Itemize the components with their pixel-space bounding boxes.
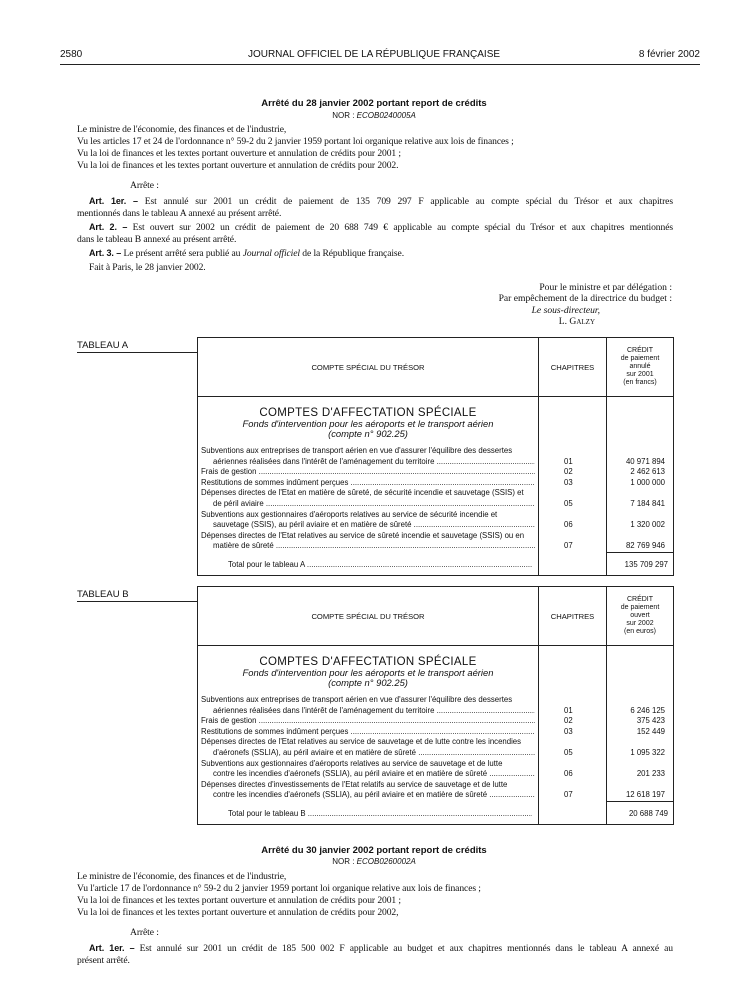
header-credit-lines	[621, 347, 660, 387]
credit-value: 6 246 125	[630, 705, 665, 715]
table-row	[201, 780, 671, 801]
article-label: Art. 1er. –	[89, 943, 135, 953]
visa: Le ministre de l'économie, des finances et de l'industrie,	[77, 124, 287, 135]
row-label-line: aériennes réalisées dans l'intérêt de l'aménagement du territoire .....	[201, 457, 535, 468]
credit-value: 152 449	[636, 726, 665, 736]
row-chapitre	[535, 716, 603, 727]
arrete1-title: Arrêté du 28 janvier 2002 portant report de crédits	[261, 98, 487, 109]
signature-line: Le sous-directeur,	[531, 305, 600, 316]
total-value: 20 688 749	[628, 809, 668, 818]
header-credit-line: CRÉDIT	[626, 596, 654, 603]
row-label-line: d'aéronefs (SSLIA), au péril aviaire et en matière de sûreté .....	[201, 748, 535, 759]
row-credit	[603, 695, 665, 716]
credit-value: 2 462 613	[630, 467, 665, 477]
section-heading	[198, 656, 538, 688]
row-chapitre	[535, 446, 603, 467]
row-credit	[603, 780, 665, 801]
tableau-a-label: TABLEAU A	[77, 340, 197, 353]
row-label	[201, 488, 535, 509]
row-label-line: contre les incendies d'aéronefs (SSLIA), au péril aviaire et en matière de sûreté .....	[201, 790, 535, 801]
credit-value: 1 095 322	[630, 747, 665, 757]
row-label-line: Dépenses directes de l'Etat relatives au service de sûreté incendie et sauvetage (SSIS) ou en	[201, 530, 525, 540]
article-2	[89, 222, 673, 233]
row-label	[201, 727, 535, 738]
credit-value: 40 971 894	[625, 456, 665, 466]
row-label-line: Frais de gestion .....	[201, 716, 535, 727]
header-credit	[606, 338, 673, 397]
signatory: L. Galzy	[558, 316, 595, 327]
header-credit-line: sur 2001	[626, 371, 654, 378]
credit-value: 1 320 002	[630, 520, 665, 530]
row-chapitre	[535, 531, 603, 552]
row-credit	[603, 510, 665, 531]
chapitre-value: 03	[564, 726, 573, 736]
credit-value: 201 233	[636, 769, 665, 779]
row-label	[201, 531, 535, 552]
header-rule	[60, 64, 700, 65]
row-chapitre	[535, 510, 603, 531]
row-label-line: de péril aviaire .....	[201, 499, 535, 510]
row-credit	[603, 488, 665, 509]
table-row	[201, 488, 671, 509]
row-label-line: Subventions aux gestionnaires d'aéroports relatives au service de sauvetage et de lutte	[201, 758, 503, 768]
row-credit	[603, 446, 665, 467]
visa: Vu les articles 17 et 24 de l'ordonnance n° 59-2 du 2 janvier 1959 portant loi organique relative aux lois de finances ;	[77, 136, 514, 147]
row-chapitre	[535, 488, 603, 509]
visa: Vu la loi de finances et les textes portant ouverture et annulation de crédits pour 2002,	[77, 907, 399, 918]
header-credit-line: de paiement	[620, 355, 660, 362]
table-row	[201, 467, 671, 478]
nor-code: ECOB0260002A	[356, 857, 416, 866]
table-row	[201, 737, 671, 758]
row-label-line: Subventions aux entreprises de transport aérien en vue d'assurer l'équilibre des dessertes	[201, 695, 513, 704]
row-label-line: Frais de gestion .....	[201, 467, 535, 478]
credit-value: 82 769 946	[625, 541, 665, 551]
header-compte: COMPTE SPÉCIAL DU TRÉSOR	[198, 338, 538, 397]
compte-number: (compte n° 902.25)	[328, 428, 408, 439]
header-credit-line: annulé	[629, 363, 651, 370]
row-label-line: contre les incendies d'aéronefs (SSLIA), au péril aviaire et en matière de sûreté .....	[201, 769, 535, 780]
table-row	[201, 446, 671, 467]
fonds-title: Fonds d'intervention pour les aéroports et le transport aérien	[242, 667, 494, 678]
row-label-line: Subventions aux entreprises de transport aérien en vue d'assurer l'équilibre des dessertes	[201, 446, 513, 455]
visa: Vu la loi de finances et les textes portant ouverture et annulation de crédits pour 2001 ;	[77, 895, 401, 906]
chapitre-value: 07	[564, 541, 573, 551]
arrete-label: Arrête :	[130, 180, 159, 191]
row-credit	[603, 727, 665, 738]
section-title: COMPTES D'AFFECTATION SPÉCIALE	[259, 407, 477, 419]
row-label-line: matière de sûreté .....	[201, 541, 535, 552]
section-heading	[198, 407, 538, 439]
row-credit	[603, 716, 665, 727]
arrete1-nor	[0, 111, 748, 120]
row-label	[201, 478, 535, 489]
journal-name: Journal officiel	[242, 248, 300, 259]
header-credit-line: de paiement	[620, 604, 660, 611]
article-text: Le présent arrêté sera publié au	[123, 248, 241, 259]
budget-rows	[201, 695, 671, 801]
article-text: Est annulé sur 2001 un crédit de 185 500 002 F applicable au budget et aux chapitres mentionnés dans le tableau A annexé au	[139, 943, 673, 954]
chapitre-value: 01	[564, 456, 573, 466]
row-label-line: Subventions aux gestionnaires d'aéroports relatives au service de sécurité incendie et	[201, 509, 498, 519]
header-credit-line: (en euros)	[624, 628, 656, 635]
chapitre-value: 06	[564, 769, 573, 779]
visa: Le ministre de l'économie, des finances et de l'industrie,	[77, 871, 287, 882]
article-text: de la République française.	[302, 248, 405, 259]
tableau-a	[197, 337, 674, 576]
section-title: COMPTES D'AFFECTATION SPÉCIALE	[259, 656, 477, 668]
article-text: Est annulé sur 2001 un crédit de paiement de 135 709 297 F applicable au compte spécial du Trésor et aux chapitres	[144, 196, 673, 207]
header-credit-lines	[621, 596, 660, 636]
chapitre-value: 05	[564, 498, 573, 508]
visa: Vu la loi de finances et les textes portant ouverture et annulation de crédits pour 2001 ;	[77, 148, 401, 159]
row-label	[201, 759, 535, 780]
row-credit	[603, 467, 665, 478]
article-1	[89, 943, 673, 954]
chapitre-value: 05	[564, 747, 573, 757]
row-label	[201, 737, 535, 758]
credit-value: 7 184 841	[630, 498, 665, 508]
tableau-b-label: TABLEAU B	[77, 589, 197, 602]
header-credit-line: sur 2002	[626, 620, 654, 627]
article-label: Art. 3. –	[89, 248, 122, 258]
table-row	[201, 695, 671, 716]
article-text: présent arrêté.	[77, 955, 130, 966]
header-credit-line: CRÉDIT	[626, 347, 654, 354]
total-value: 135 709 297	[624, 560, 668, 569]
visa: Vu l'article 17 de l'ordonnance n° 59-2 du 2 janvier 1959 portant loi organique relative aux lois de finances ;	[77, 883, 481, 894]
arrete-label: Arrête :	[130, 927, 159, 938]
nor-label: NOR :	[332, 857, 355, 866]
visa: Vu la loi de finances et les textes portant ouverture et annulation de crédits pour 2002.	[77, 160, 399, 171]
header-compte: COMPTE SPÉCIAL DU TRÉSOR	[198, 587, 538, 646]
article-text: Est ouvert sur 2002 un crédit de paiement de 20 688 749 € applicable au compte spécial du Trésor et aux chapitres mentionnés	[132, 222, 673, 233]
fonds-title: Fonds d'intervention pour les aéroports et le transport aérien	[242, 418, 494, 429]
header-chapitres: CHAPITRES	[538, 338, 606, 397]
row-credit	[603, 759, 665, 780]
arrete2-nor	[0, 857, 748, 866]
article-1	[89, 196, 673, 207]
row-label	[201, 446, 535, 467]
total-label: Total pour le tableau A .....	[228, 560, 532, 569]
credit-value: 375 423	[636, 716, 665, 726]
row-label	[201, 467, 535, 478]
table-row	[201, 759, 671, 780]
row-credit	[603, 478, 665, 489]
chapitre-value: 01	[564, 705, 573, 715]
row-credit	[603, 737, 665, 758]
article-text: dans le tableau B annexé au présent arrêté.	[77, 234, 237, 245]
row-chapitre	[535, 737, 603, 758]
row-label-line: Restitutions de sommes indûment perçues .....	[201, 478, 535, 489]
issue-date: 8 février 2002	[638, 49, 700, 60]
nor-code: ECOB0240005A	[356, 111, 416, 120]
row-chapitre	[535, 467, 603, 478]
row-credit	[603, 531, 665, 552]
credit-value: 1 000 000	[630, 477, 665, 487]
row-label	[201, 780, 535, 801]
table-row	[201, 727, 671, 738]
row-chapitre	[535, 695, 603, 716]
row-label	[201, 716, 535, 727]
fait-a-paris: Fait à Paris, le 28 janvier 2002.	[89, 262, 206, 273]
header-chapitres: CHAPITRES	[538, 587, 606, 646]
article-3	[89, 248, 684, 259]
journal-title: JOURNAL OFFICIEL DE LA RÉPUBLIQUE FRANÇAISE	[247, 49, 501, 60]
nor-label: NOR :	[332, 111, 355, 120]
header-credit-line: (en francs)	[623, 379, 657, 386]
row-label-line: Dépenses directes d'investissements de l'Etat relatifs au service de sauvetage et de lutte	[201, 779, 508, 789]
total-label: Total pour le tableau B .....	[228, 809, 532, 818]
row-label	[201, 510, 535, 531]
chapitre-value: 02	[564, 467, 573, 477]
header-credit	[606, 587, 673, 646]
credit-value: 12 618 197	[625, 790, 665, 800]
row-label-line: Dépenses directes de l'Etat en matière de sûreté, de sécurité incendie et sauvetage (SSIS) et	[201, 488, 524, 498]
article-text: mentionnés dans le tableau A annexé au présent arrêté.	[77, 208, 282, 219]
chapitre-value: 06	[564, 520, 573, 530]
table-row	[201, 510, 671, 531]
table-row	[201, 531, 671, 552]
tableau-b	[197, 586, 674, 825]
row-chapitre	[535, 780, 603, 801]
total-separator	[606, 801, 674, 802]
arrete2-title: Arrêté du 30 janvier 2002 portant report de crédits	[261, 845, 487, 856]
chapitre-value: 03	[564, 477, 573, 487]
article-label: Art. 1er. –	[89, 196, 138, 206]
row-label	[201, 695, 535, 716]
row-label-line: sauvetage (SSIS), au péril aviaire et en matière de sûreté .....	[201, 520, 535, 531]
row-chapitre	[535, 759, 603, 780]
total-separator	[606, 552, 674, 553]
row-label-line: Dépenses directes de l'Etat relatives au service de sauvetage et de lutte contre les incendies	[201, 737, 522, 747]
row-label-line: Restitutions de sommes indûment perçues .....	[201, 727, 535, 738]
chapitre-value: 02	[564, 716, 573, 726]
budget-rows	[201, 446, 671, 552]
table-row	[201, 478, 671, 489]
header-credit-line: ouvert	[630, 612, 650, 619]
compte-number: (compte n° 902.25)	[328, 677, 408, 688]
chapitre-value: 07	[564, 790, 573, 800]
table-row	[201, 716, 671, 727]
row-chapitre	[535, 478, 603, 489]
row-chapitre	[535, 727, 603, 738]
signature-line: Pour le ministre et par délégation :	[539, 282, 672, 293]
row-label-line: aériennes réalisées dans l'intérêt de l'aménagement du territoire .....	[201, 706, 535, 717]
article-label: Art. 2. –	[89, 222, 128, 232]
signature-line: Par empêchement de la directrice du budget :	[498, 293, 672, 304]
page-number: 2580	[60, 49, 83, 60]
